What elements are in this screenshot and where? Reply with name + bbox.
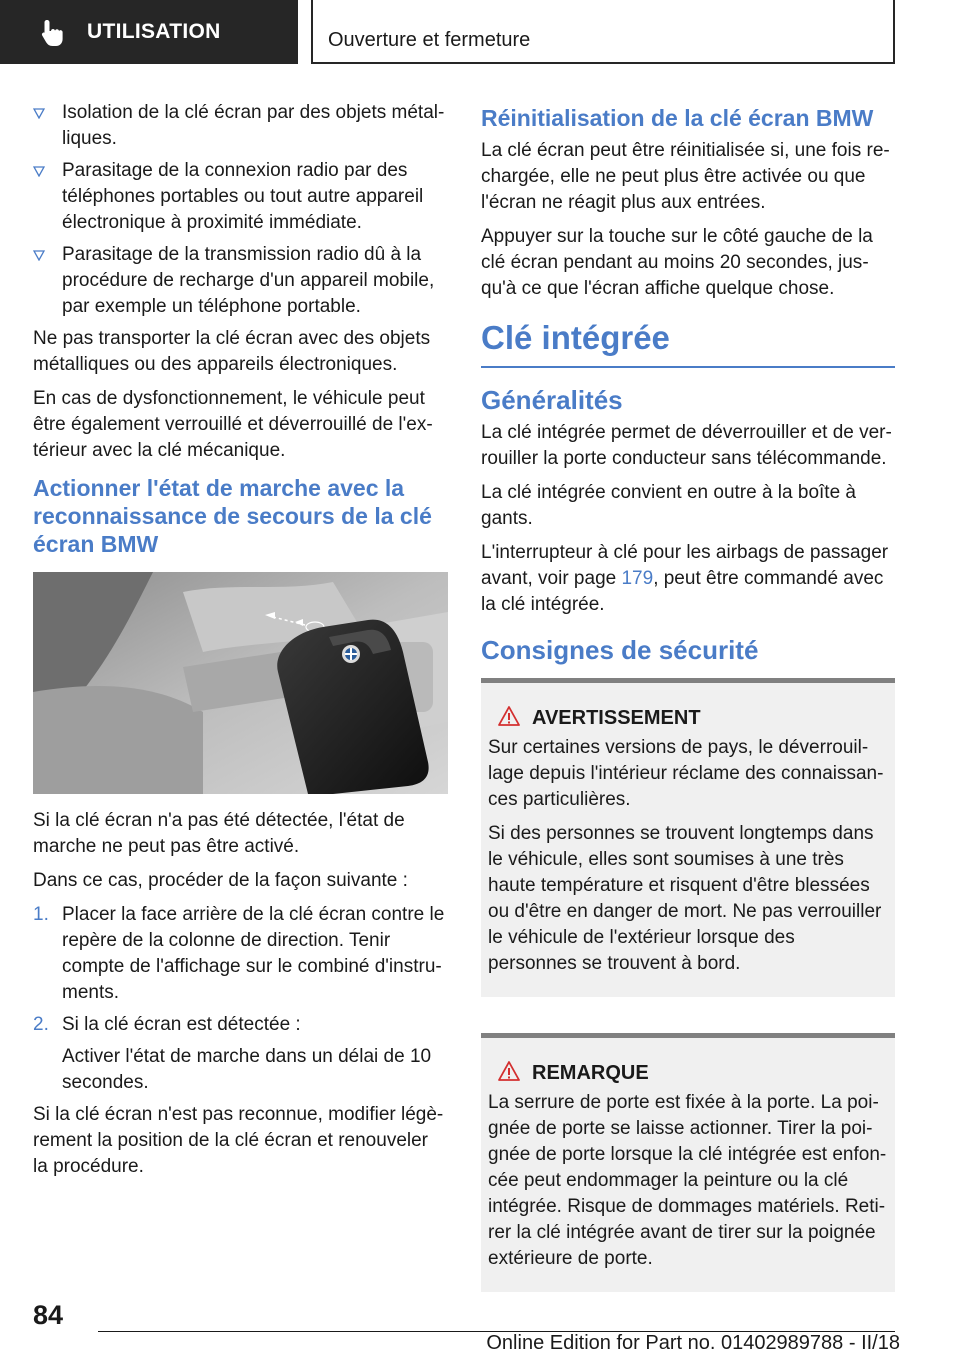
warning-paragraph: Sur certaines versions de pays, le déverrouillage depuis l'intérieur réclame des connaissances particulières. [488,737,884,810]
page-link[interactable]: 179 [621,568,654,589]
bullet-text: Parasitage de la connexion radio par des téléphones portables ou tout autre appareil électronique à proximité immédiate. [62,160,424,233]
left-column [33,100,448,1188]
step-text: Si la clé écran est détectée : [62,1014,301,1035]
note-title [488,1060,887,1086]
warning-title [488,705,887,731]
hand-pointer-icon [38,18,68,48]
numbered-step [33,1012,448,1038]
body-paragraph: La clé intégrée permet de déverrouiller et de verrouiller la porte conducteur sans télécommande. [481,422,892,469]
body-paragraph [481,540,895,618]
section-heading: Consignes de sécurité [481,635,759,665]
warning-title-text: AVERTISSEMENT [532,707,701,729]
text-fragment: L'interrupteur à clé pour les airbags de passager avant, voir page [481,542,889,589]
text-fragment: , peut être commandé avec la clé intégrée. [481,568,884,615]
chapter-title: Clé intégrée [481,318,895,368]
bullet-text: Isolation de la clé écran par des objets métalliques. [62,102,445,149]
note-paragraph: La serrure de porte est fixée à la porte. La poignée de porte se laisse actionner. Tirer la poignée de porte lorsque la clé intégrée est enfoncée peut endommager la peinture ou la clé intégrée. Risque de dommages matériels. Retirer la clé intégrée avant de tirer sur la poignée extérieure de porte. [488,1092,887,1269]
body-paragraph: Si la clé écran n'a pas été détectée, l'état de marche ne peut pas être activé. [33,810,405,857]
body-paragraph: Appuyer sur la touche sur le côté gauche de la clé écran pendant au moins 20 secondes, jusqu'à ce que l'écran affiche quelque chose. [481,226,873,299]
warning-triangle-icon [498,705,520,727]
body-paragraph: Dans ce cas, procéder de la façon suivante : [33,870,408,891]
header-section-tab [0,0,298,64]
step-text: Placer la face arrière de la clé écran contre le repère de la colonne de direction. Tenir compte de l'affichage sur le combiné d'instruments. [62,904,445,1003]
body-paragraph: Si la clé écran n'est pas reconnue, modifier légèrement la position de la clé écran et renouveler la procédure. [33,1104,444,1177]
body-paragraph: En cas de dysfonctionnement, le véhicule peut être également verrouillé et déverrouillé de l'extérieur avec la clé mécanique. [33,388,433,461]
key-illustration [33,572,448,794]
triangle-bullet-icon [33,166,45,177]
bullet-text: Parasitage de la transmission radio dû à la procédure de recharge d'un appareil mobile, par exemple un téléphone portable. [62,244,435,317]
body-paragraph: Ne pas transporter la clé écran avec des objets métalliques ou des appareils électroniques. [33,328,431,375]
footer-edition: Online Edition for Part no. 01402989788 - II/18 [486,1332,900,1354]
key-photo [33,572,448,794]
section-heading: Réinitialisation de la clé écran BMW [481,105,874,131]
bullet-item [33,242,448,320]
bullet-item [33,100,448,152]
numbered-step [33,902,448,1006]
step-number: 1. [33,904,49,925]
warning-paragraph: Si des personnes se trouvent longtemps dans le véhicule, elles sont soumises à une très haute température et risquent d'être blessées ou d'être en danger de mort. Ne pas verrouiller le véhicule de l'extérieur lorsque des personnes se trouvent à bord. [488,823,882,974]
page-number: 84 [33,1300,64,1330]
header-section-label: UTILISATION [87,20,221,43]
bullet-item [33,158,448,236]
section-heading: Actionner l'état de marche avec la reconnaissance de secours de la clé écran BMW [33,475,432,557]
step-number: 2. [33,1014,49,1035]
body-paragraph: La clé intégrée convient en outre à la boîte à gants. [481,482,856,529]
body-paragraph: La clé écran peut être réinitialisée si, une fois rechargée, elle ne peut plus être activée ou que l'écran ne réagit plus aux entrées. [481,140,890,213]
section-heading: Généralités [481,385,623,415]
header-chapter-label: Ouverture et fermeture [328,29,531,51]
header-chapter-box [311,0,895,64]
note-title-text: REMARQUE [532,1062,649,1084]
triangle-bullet-icon [33,108,45,119]
triangle-bullet-icon [33,250,45,261]
right-column [481,100,895,1292]
note-box [481,1033,895,1292]
step-substep: Activer l'état de marche dans un délai de 10 secondes. [62,1046,432,1093]
warning-triangle-icon [498,1060,520,1082]
warning-box [481,678,895,997]
